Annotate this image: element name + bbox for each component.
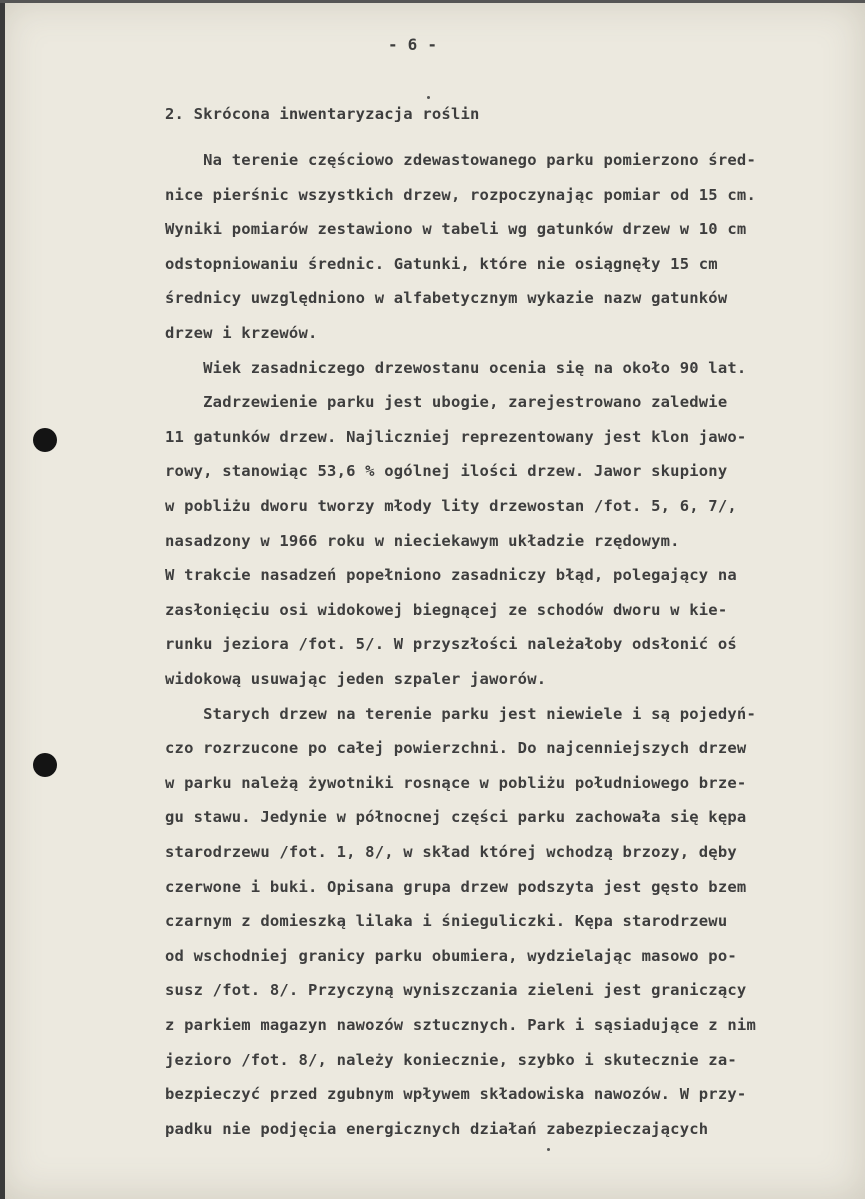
- text-line: czo rozrzucone po całej powierzchni. Do najcenniejszych drzew: [165, 739, 747, 758]
- paper-speck: [547, 1148, 550, 1151]
- text-line: czerwone i buki. Opisana grupa drzew podszyta jest gęsto bzem: [165, 877, 747, 896]
- text-line: gu stawu. Jedynie w północnej części parku zachowała się kępa: [165, 808, 747, 827]
- text-line: nice pierśnic wszystkich drzew, rozpoczynając pomiar od 15 cm.: [165, 185, 756, 204]
- text-line: odstopniowaniu średnic. Gatunki, które nie osiągnęły 15 cm: [165, 254, 718, 273]
- text-line: z parkiem magazyn nawozów sztucznych. Park i sąsiadujące z nim: [165, 1016, 756, 1034]
- text-line: 11 gatunków drzew. Najliczniej reprezentowany jest klon jawo-: [165, 427, 747, 446]
- paper-speck: [427, 96, 430, 99]
- text-line: średnicy uwzględniono w alfabetycznym wykazie nazw gatunków: [165, 289, 728, 308]
- text-line: rowy, stanowiąc 53,6 % ogólnej ilości drzew. Jawor skupiony: [165, 462, 728, 481]
- text-line: starodrzewu /fot. 1, 8/, w skład której wchodzą brzozy, dęby: [165, 843, 737, 861]
- text-line: padku nie podjęcia energicznych działań zabezpieczających: [165, 1119, 709, 1138]
- text-line: Zadrzewienie parku jest ubogie, zarejestrowano zaledwie: [165, 393, 728, 412]
- text-line: w pobliżu dworu tworzy młody lity drzewostan /fot. 5, 6, 7/,: [165, 497, 737, 515]
- text-line: runku jeziora /fot. 5/. W przyszłości należałoby odsłonić oś: [165, 635, 737, 654]
- text-line: w parku należą żywotniki rosnące w pobliżu południowego brze-: [165, 773, 747, 792]
- text-line: czarnym z domieszką lilaka i śnieguliczki. Kępa starodrzewu: [165, 912, 728, 931]
- text-line: W trakcie nasadzeń popełniono zasadniczy błąd, polegający na: [165, 566, 737, 585]
- punch-hole-lower: [33, 753, 57, 777]
- section-heading: 2. Skrócona inwentaryzacja roślin: [165, 105, 480, 123]
- scan-border-top: [0, 0, 865, 3]
- text-line: bezpieczyć przed zgubnym wpływem składowiska nawozów. W przy-: [165, 1085, 747, 1104]
- page-number: - 6 -: [388, 35, 438, 54]
- text-line: susz /fot. 8/. Przyczyną wyniszczania zieleni jest graniczący: [165, 981, 747, 1000]
- text-line: Wyniki pomiarów zestawiono w tabeli wg gatunków drzew w 10 cm: [165, 220, 747, 239]
- text-line: Na terenie częściowo zdewastowanego parku pomierzono śred-: [165, 151, 756, 169]
- scan-border-left: [0, 0, 5, 1199]
- text-line: od wschodniej granicy parku obumiera, wydzielając masowo po-: [165, 946, 737, 965]
- text-line: Wiek zasadniczego drzewostanu ocenia się na około 90 lat.: [165, 358, 747, 377]
- text-line: nasadzony w 1966 roku w nieciekawym układzie rzędowym.: [165, 531, 680, 550]
- punch-hole-upper: [33, 428, 57, 452]
- text-line: widokową usuwając jeden szpaler jaworów.: [165, 670, 547, 688]
- text-line: zasłonięciu osi widokowej biegnącej ze schodów dworu w kie-: [165, 600, 728, 619]
- text-line: jezioro /fot. 8/, należy koniecznie, szybko i skutecznie za-: [165, 1050, 737, 1069]
- text-line: Starych drzew na terenie parku jest niewiele i są pojedyń-: [165, 704, 756, 723]
- text-line: drzew i krzewów.: [165, 324, 318, 342]
